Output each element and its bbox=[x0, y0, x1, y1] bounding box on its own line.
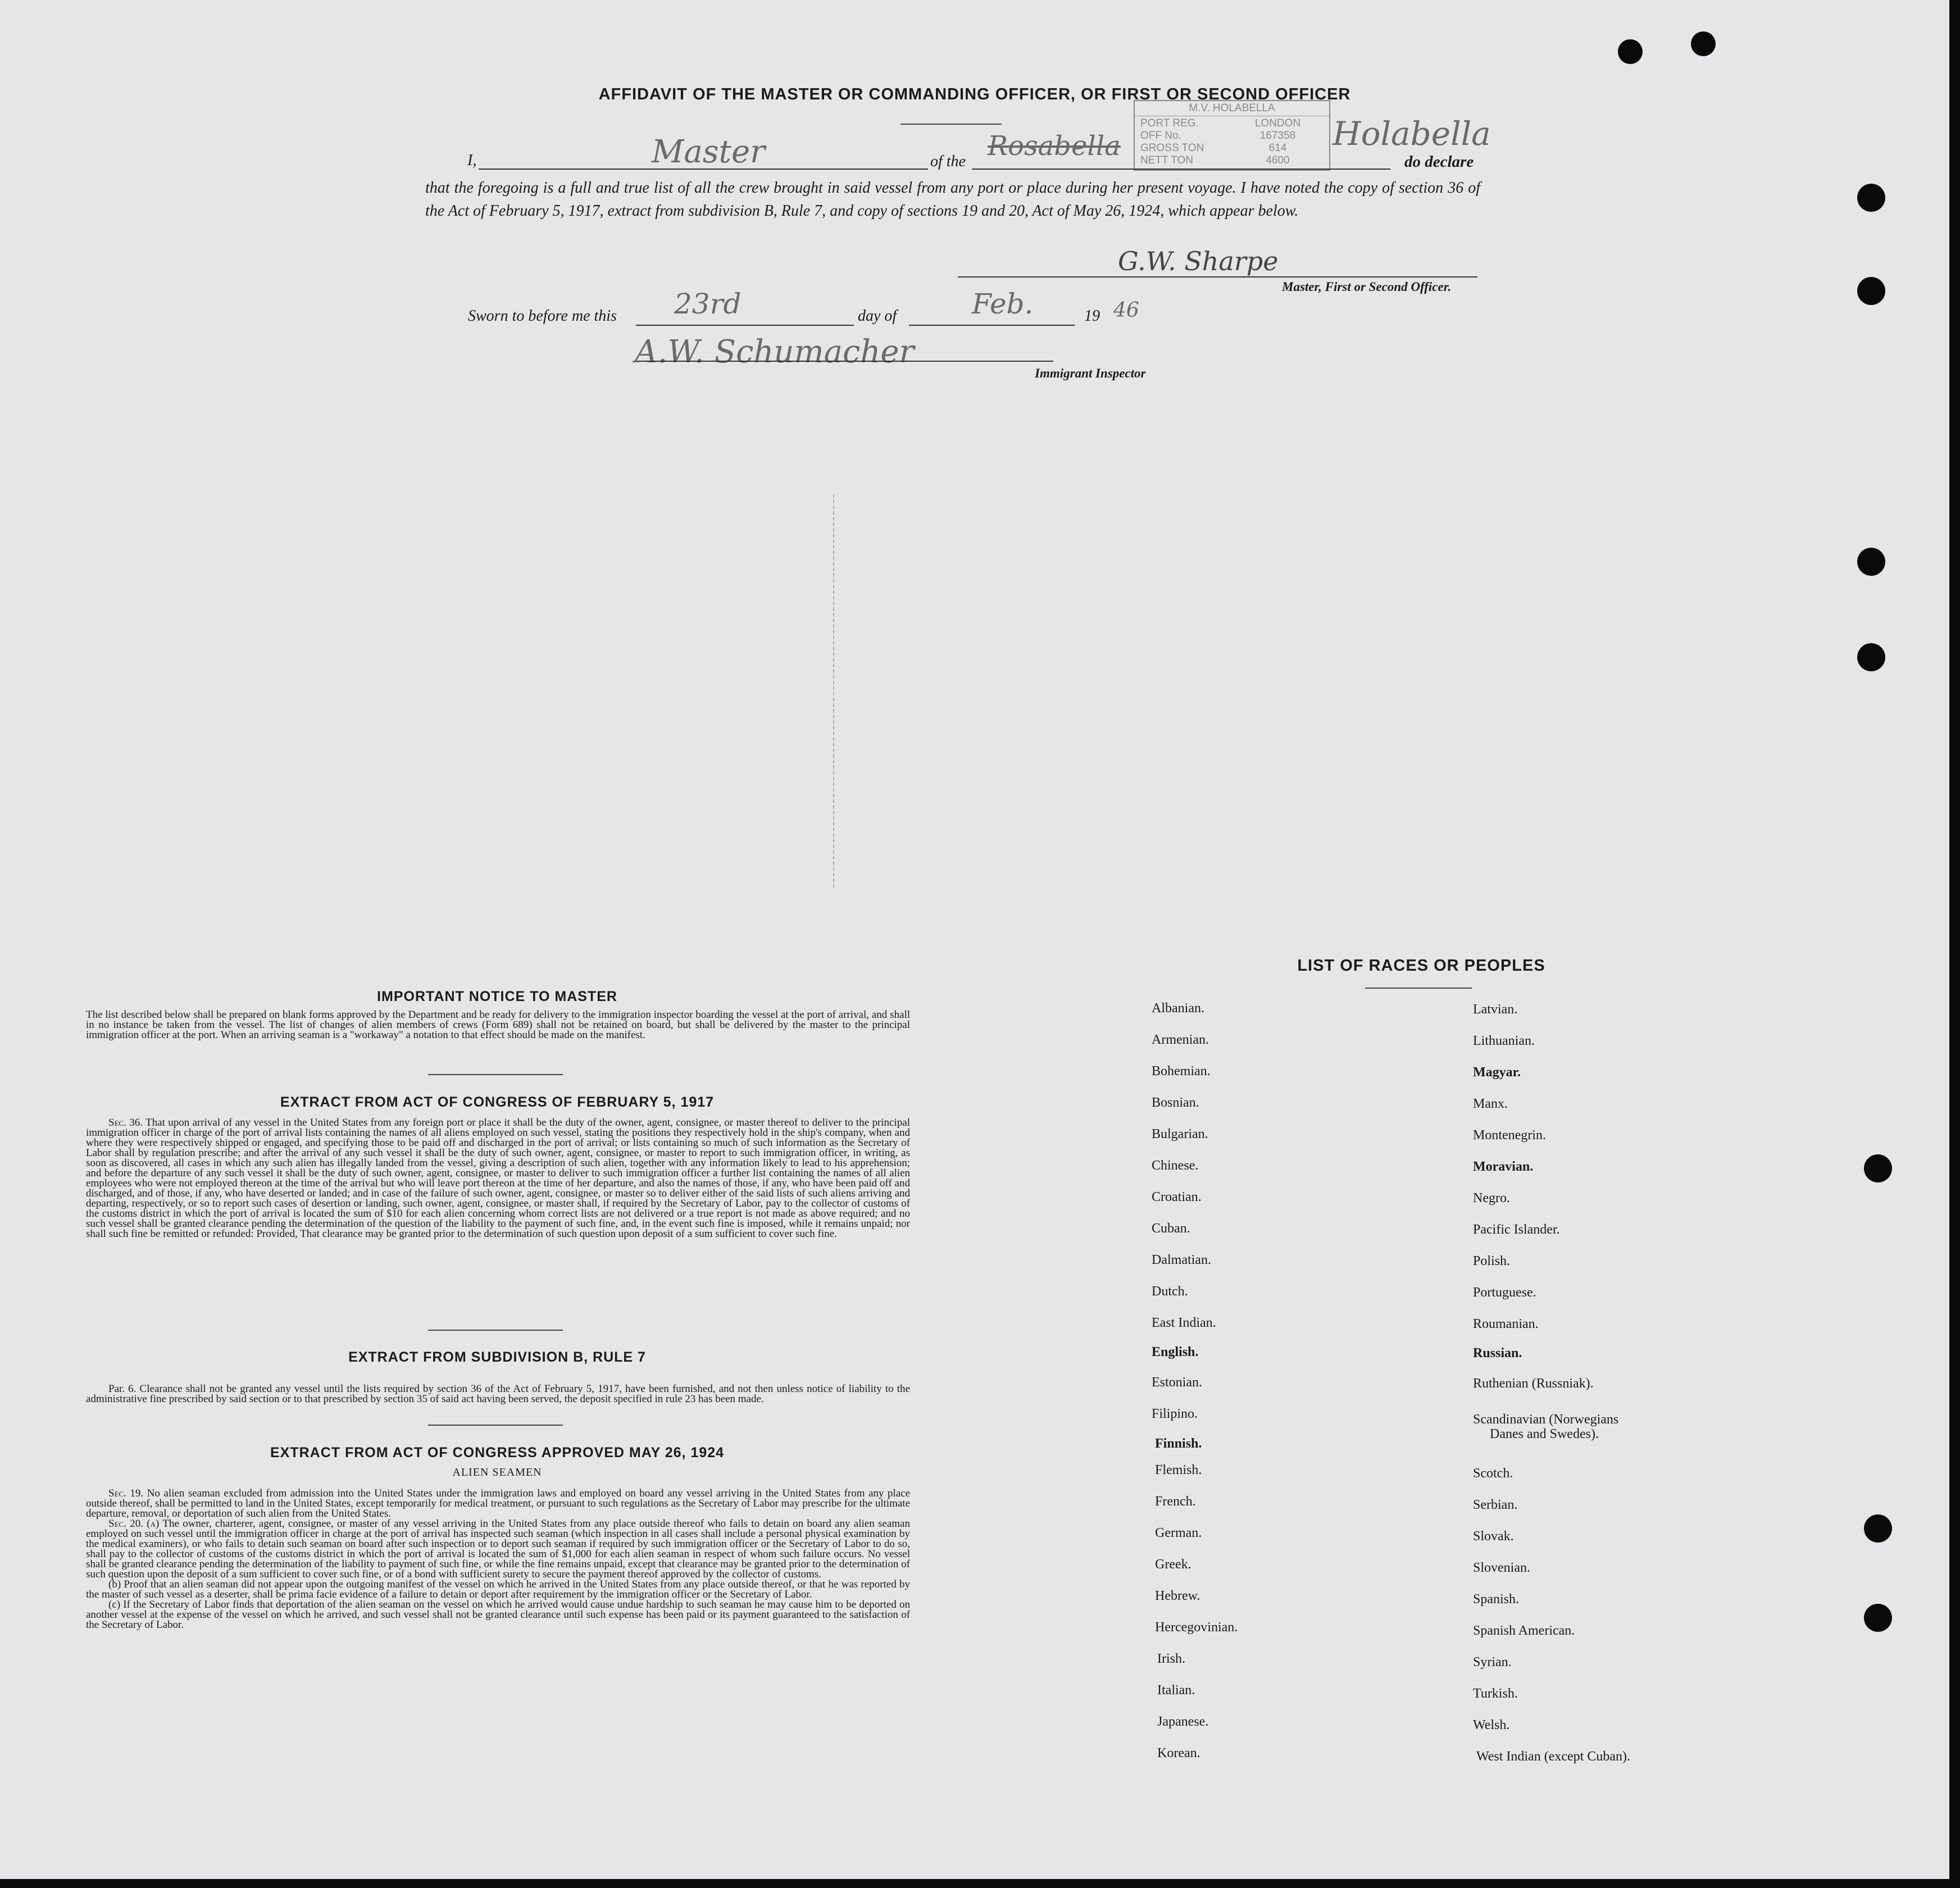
race-item: Montenegrin. bbox=[1473, 1128, 1546, 1143]
punch-hole bbox=[1857, 277, 1885, 305]
race-item: Danes and Swedes). bbox=[1490, 1427, 1599, 1441]
race-item: Estonian. bbox=[1152, 1375, 1202, 1390]
punch-hole bbox=[1864, 1154, 1892, 1182]
race-item: West Indian (except Cuban). bbox=[1476, 1749, 1630, 1764]
extract-1924-title: EXTRACT FROM ACT OF CONGRESS APPROVED MAY 26, 1924 bbox=[270, 1445, 725, 1461]
inspector-signature: A.W. Schumacher bbox=[635, 334, 915, 370]
notice-rule bbox=[428, 1074, 563, 1075]
extract-1924-subtitle: ALIEN SEAMEN bbox=[452, 1466, 542, 1478]
race-item: Russian. bbox=[1473, 1346, 1522, 1361]
race-item: Spanish. bbox=[1473, 1592, 1520, 1607]
race-item: Serbian. bbox=[1473, 1498, 1518, 1512]
race-item: Japanese. bbox=[1157, 1714, 1209, 1729]
race-item: Flemish. bbox=[1155, 1463, 1202, 1477]
race-item: English. bbox=[1152, 1345, 1199, 1359]
race-item: Magyar. bbox=[1473, 1065, 1521, 1080]
struck-vessel-name: Rosabella bbox=[988, 130, 1121, 162]
race-item: Hebrew. bbox=[1155, 1589, 1200, 1603]
extract-1917-title: EXTRACT FROM ACT OF CONGRESS OF FEBRUARY 5, 1917 bbox=[280, 1094, 715, 1110]
extract-rule7-body: Par. 6. Clearance shall not be granted any vessel until the lists required by section 36 of the Act of February 5, 1917, have been furnished, and not then unless notice of liability to the administrative fine prescribed by said section or to that prescribed by section 35 of said act having been served, the deposit specified in rule 23 has been made. bbox=[86, 1383, 910, 1405]
day-of-label: day of bbox=[858, 307, 897, 325]
race-item: French. bbox=[1155, 1494, 1196, 1509]
races-title: LIST OF RACES OR PEOPLES bbox=[1297, 957, 1545, 975]
race-item: Armenian. bbox=[1152, 1032, 1209, 1047]
race-item: Finnish. bbox=[1155, 1436, 1202, 1451]
sworn-prefix: Sworn to before me this bbox=[468, 307, 617, 325]
punch-hole bbox=[1864, 1604, 1892, 1632]
race-item: Polish. bbox=[1473, 1254, 1511, 1268]
extract-rule7-title: EXTRACT FROM SUBDIVISION B, RULE 7 bbox=[348, 1349, 646, 1365]
officer-signature: G.W. Sharpe bbox=[1118, 246, 1279, 276]
inspector-label: Immigrant Inspector bbox=[1035, 366, 1146, 380]
extract-1924-body: Sec. 19. No alien seaman excluded from admission into the United States under the immigration laws and employed on board any vessel arriving in the United States from any place outside thereof, shall be permitted to land in the United States, except temporarily for medical treatment, or pursuant to such regulations as the Secretary of Labor may prescribe for the ultimate departure, removal, or deportation of such alien from the United States. Sec. 20. (a) The owner, charterer, agent, consignee, or master of any vessel arriving in the United States from any place outside thereof who fails to detain on board any alien seaman employed on such vessel until the immigration officer in charge at the port of arrival has inspected such seaman (which inspection in all cases shall include a personal physical examination by the medical examiners), or who fails to detain such seaman on board after such inspection or to deport such seaman if required by such immigration officer or the Secretary of Labor to do so, shall pay to the collector of customs of the customs district in which the port of arrival is located the sum of $1,000 for each alien seaman in respect of whom such failure occurs. No vessel shall be granted clearance pending the determination of the liability to payment of such fine, or while the fine remains unpaid, except that clearance may be granted prior to the determination of such question upon the deposit of a sum sufficient to cover such fine, or of a bond with sufficient surety to secure the payment thereof approved by the collector of customs. (b) Proof that an alien seaman did not appear upon the outgoing manifest of the vessel on which he arrived in the United States from any place outside thereof, or that he was reported by the master of such vessel as a deserter, shall be prima facie evidence of a failure to detain or deport after requirement by the immigration officer or the Secretary of Labor. (c) If the Secretary of Labor finds that deportation of the alien seaman on the vessel on which he arrived would cause undue hardship to such seaman he may cause him to be deported on another vessel at the expense of the vessel on which he arrived, and such vessel shall not be granted clearance until such expense has been paid or its payment guaranteed to the satisfaction of the Secretary of Labor. bbox=[86, 1487, 911, 1631]
handwritten-rank: Master bbox=[652, 134, 765, 170]
race-item: Hercegovinian. bbox=[1155, 1620, 1238, 1635]
race-item: Roumanian. bbox=[1473, 1317, 1539, 1331]
race-item: Chinese. bbox=[1152, 1158, 1199, 1173]
notice-body: The list described below shall be prepared on blank forms approved by the Department and be ready for delivery to the immigration inspector boarding the vessel at the port of arrival, and shall in no instance be taken from the vessel. The list of changes of alien members of crews (Form 689) shall not be retained on board, but shall be delivered by the master to the principal immigration officer at the port. When an arriving seaman is a "workaway" a notation to that effect should be made on the manifest. bbox=[86, 1009, 910, 1041]
race-item: Italian. bbox=[1157, 1683, 1195, 1698]
affidavit-title: AFFIDAVIT OF THE MASTER OR COMMANDING OFFICER, OR FIRST OR SECOND OFFICER bbox=[598, 85, 1351, 103]
punch-hole bbox=[1857, 548, 1885, 576]
do-declare-label: do declare bbox=[1404, 153, 1474, 171]
sworn-month-line bbox=[909, 325, 1075, 326]
punch-hole bbox=[1857, 184, 1885, 212]
race-item: Latvian. bbox=[1473, 1002, 1518, 1017]
year-prefix: 19 bbox=[1084, 307, 1100, 325]
punch-hole bbox=[1691, 31, 1716, 56]
vessel-registration-stamp: M.V. HOLABELLA PORT REG. OFF No. GROSS TON NETT TON LONDON 167358 614 4600 bbox=[1134, 100, 1330, 171]
officer-label: Master, First or Second Officer. bbox=[1282, 280, 1452, 294]
extract-1917-rule bbox=[428, 1330, 563, 1331]
punch-hole bbox=[1618, 39, 1643, 64]
scan-edge bbox=[1949, 0, 1960, 1888]
race-item: Albanian. bbox=[1152, 1001, 1204, 1016]
race-item: Greek. bbox=[1155, 1557, 1192, 1572]
race-item: Scandinavian (Norwegians bbox=[1473, 1412, 1619, 1427]
race-item: Negro. bbox=[1473, 1191, 1510, 1205]
officer-signature-line bbox=[958, 276, 1477, 277]
race-item: Bohemian. bbox=[1152, 1064, 1211, 1079]
punch-hole bbox=[1864, 1514, 1892, 1543]
fold-mark bbox=[833, 494, 834, 888]
race-item: Ruthenian (Russniak). bbox=[1473, 1376, 1594, 1391]
race-item: Bosnian. bbox=[1152, 1095, 1199, 1110]
race-item: Pacific Islander. bbox=[1473, 1222, 1560, 1237]
race-item: Manx. bbox=[1473, 1097, 1508, 1111]
sworn-day: 23rd bbox=[674, 288, 742, 320]
race-item: Lithuanian. bbox=[1473, 1034, 1535, 1048]
race-item: Croatian. bbox=[1152, 1190, 1202, 1204]
race-item: Welsh. bbox=[1473, 1718, 1510, 1732]
sworn-month: Feb. bbox=[972, 288, 1034, 320]
race-item: Irish. bbox=[1157, 1652, 1185, 1666]
race-item: Slovak. bbox=[1473, 1529, 1514, 1544]
race-item: Cuban. bbox=[1152, 1221, 1190, 1236]
punch-hole bbox=[1857, 643, 1885, 671]
inspector-signature-line bbox=[638, 361, 1053, 362]
race-item: Dutch. bbox=[1152, 1284, 1188, 1299]
race-item: Syrian. bbox=[1473, 1655, 1512, 1669]
race-item: Filipino. bbox=[1152, 1407, 1198, 1421]
race-item: East Indian. bbox=[1152, 1316, 1216, 1330]
sworn-year: 46 bbox=[1113, 299, 1139, 322]
extract-1917-body: Sec. 36. That upon arrival of any vessel in the United States from any foreign port or place it shall be the duty of the owner, agent, consignee, or master thereof to deliver to the principal immigration officer in charge of the port of arrival lists containing the names of all aliens employed on such vessel, stating the positions they respectively hold in the ship's company, when and where they were respectively shipped or engaged, and specifying those to be paid off and discharged in the port of arrival; or lists containing so much of such information as the Secretary of Labor shall by regulation prescribe; and after the arrival of any such vessel it shall be the duty of such owner, agent, consignee, or master to report to such immigration officer, in writing, as soon as discovered, all cases in which any such alien has illegally landed from the vessel, giving a description of such alien, together with any information likely to lead to his apprehension; and before the departure of any such vessel it shall be the duty of such owner, agent, consignee, or master to deliver to such immigration officer a further list containing the names of all alien employees who were not employed thereon at the time of the arrival but who will leave port thereon at the time of her departure, and also the names of those, if any, who have been paid off and discharged, and of those, if any, who have deserted or landed; and in case of the failure of such owner, agent, consignee, or master so to deliver either of the said lists of such aliens arriving and departing, respectively, or so to report such cases of desertion or landing, such owner, agent, consignee, or master shall, if required by the Secretary of Labor, pay to the collector of customs of the customs district in which the port of arrival is located the sum of $10 for each alien concerning whom correct lists are not delivered or a true report is not made as above required; and no such vessel shall be granted clearance pending the determination of the question of the liability to the payment of such fine, and, in the event such fine is imposed, while it remains unpaid; nor shall such fine be remitted or refunded: Provided, That clearance may be granted prior to the determination of such question upon deposit of a sum sufficient to cover such fine. bbox=[86, 1117, 910, 1240]
race-item: Korean. bbox=[1157, 1746, 1200, 1760]
vessel-field-line bbox=[972, 169, 1390, 170]
race-item: Moravian. bbox=[1473, 1159, 1534, 1174]
race-item: Dalmatian. bbox=[1152, 1253, 1211, 1267]
title-rule bbox=[901, 124, 1002, 125]
race-item: Spanish American. bbox=[1473, 1623, 1575, 1638]
race-item: German. bbox=[1155, 1526, 1202, 1540]
race-item: Scotch. bbox=[1473, 1466, 1513, 1481]
races-rule bbox=[1365, 988, 1472, 989]
notice-title: IMPORTANT NOTICE TO MASTER bbox=[377, 989, 617, 1004]
race-item: Slovenian. bbox=[1473, 1561, 1530, 1575]
line-i-label: I, bbox=[467, 152, 477, 169]
of-the-label: of the bbox=[930, 153, 966, 170]
affidavit-body: that the foregoing is a full and true list of all the crew brought in said vessel from any port or place during her present voyage. I have noted the copy of section 36 of the Act of February 5, 1917, extract from subdivision B, Rule 7, and copy of sections 19 and 20, Act of May 26, 1924, which appear below. bbox=[425, 179, 1480, 220]
race-item: Bulgarian. bbox=[1152, 1127, 1208, 1141]
handwritten-vessel: Holabella bbox=[1333, 115, 1491, 153]
race-item: Portuguese. bbox=[1473, 1285, 1536, 1300]
race-item: Turkish. bbox=[1473, 1686, 1518, 1701]
sworn-day-line bbox=[636, 325, 854, 326]
extract-rule7-rule bbox=[428, 1425, 563, 1426]
